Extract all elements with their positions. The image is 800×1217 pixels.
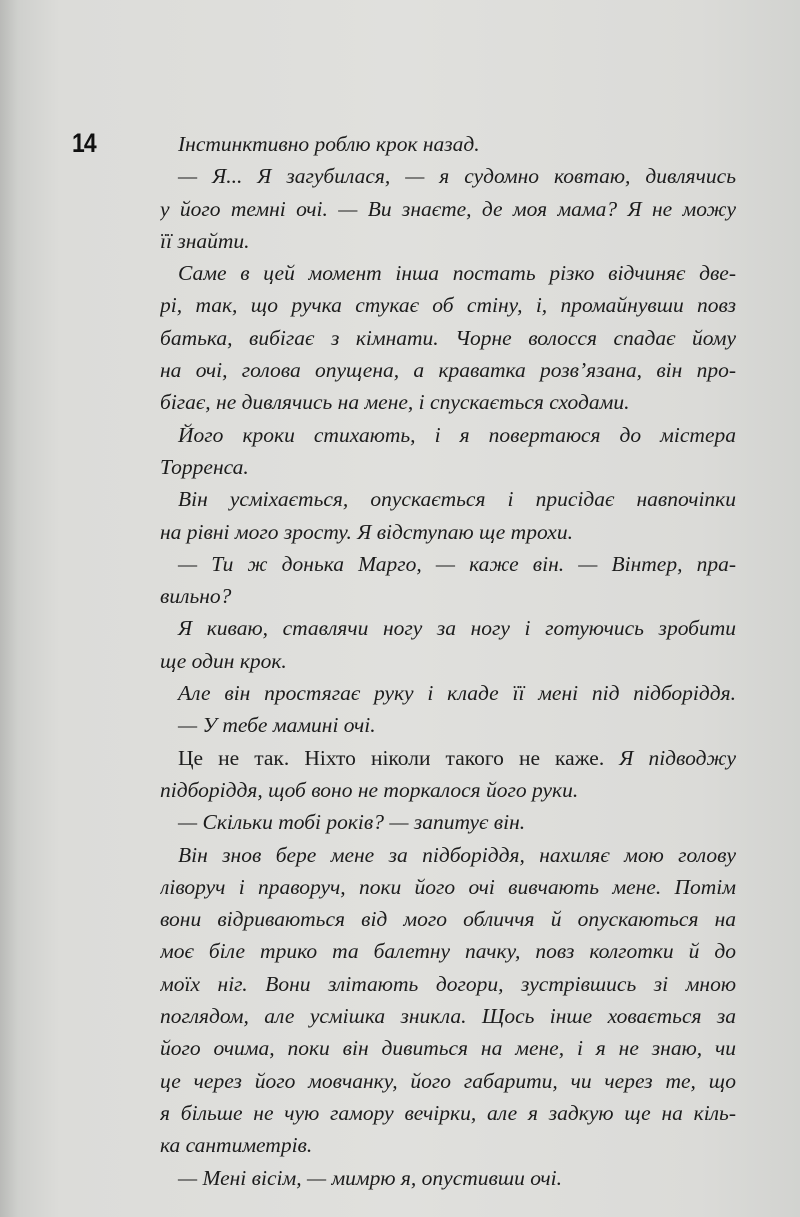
line-text: — Ти ж донька Марго, — каже він. — Вінтер, пра- [178, 551, 736, 576]
line-text: бігає, не дивлячись на мене, і спускається сходами. [160, 390, 630, 415]
text-line [160, 774, 736, 806]
text-line [160, 968, 736, 1000]
text-line [160, 580, 736, 612]
body-text [160, 128, 736, 1194]
line-text: підборіддя, щоб воно не торкалося його руки. [160, 777, 579, 802]
line-text: — Мені вісім, — мимрю я, опустивши очі. [178, 1165, 563, 1190]
text-line [160, 289, 736, 321]
text-line [160, 322, 736, 354]
text-line [160, 257, 736, 289]
text-line [160, 193, 736, 225]
text-line [160, 419, 736, 451]
text-line [160, 160, 736, 192]
text-line [160, 1129, 736, 1161]
line-text: на рівні мого зросту. Я відступаю ще трохи. [160, 519, 573, 544]
text-line [160, 225, 736, 257]
line-text: батька, вибігає з кімнати. Чорне волосся спадає йому [160, 325, 736, 350]
text-line [160, 709, 736, 741]
text-line [160, 1065, 736, 1097]
line-text: Він усміхається, опускається і присідає навпочіпки [178, 487, 736, 512]
line-text: моїх ніг. Вони злітають догори, зустрівшись зі мною [160, 971, 736, 996]
text-line [160, 451, 736, 483]
text-line [160, 128, 736, 160]
line-text: ка сантиметрів. [160, 1133, 313, 1158]
line-text: у його темні очі. — Ви знаєте, де моя мама? Я не можу [160, 196, 736, 221]
text-line [160, 903, 736, 935]
line-text: вильно? [160, 584, 232, 609]
page-number: 14 [72, 128, 96, 158]
line-text: Я підводжу [619, 745, 736, 770]
text-line [160, 1000, 736, 1032]
line-text: на очі, голова опущена, а краватка розв’язана, він про- [160, 358, 736, 383]
text-line [160, 871, 736, 903]
text-line [160, 645, 736, 677]
line-text: Інстинктивно роблю крок назад. [178, 132, 480, 156]
text-line [160, 483, 736, 515]
line-text: — Скільки тобі років? — запитує він. [178, 810, 526, 835]
line-text: моє біле трико та балетну пачку, повз колготки й до [160, 939, 736, 964]
text-line [160, 677, 736, 709]
line-text: — У тебе мамині очі. [178, 713, 376, 738]
line-text: Я киваю, ставлячи ногу за ногу і готуючись зробити [178, 616, 736, 641]
text-line [160, 1162, 736, 1194]
text-line [160, 386, 736, 418]
line-text: Його кроки стихають, і я повертаюся до містера [178, 422, 736, 447]
text-line [160, 516, 736, 548]
line-text: я більше не чую гамору вечірки, але я задкую ще на кіль- [160, 1100, 736, 1125]
line-text: поглядом, але усмішка зникла. Щось інше ховається за [160, 1004, 736, 1029]
text-line [160, 742, 736, 774]
line-text: Він знов бере мене за підборіддя, нахиляє мою голову [178, 842, 736, 867]
line-text: його очима, поки він дивиться на мене, і я не знаю, чи [160, 1036, 736, 1061]
text-line [160, 1032, 736, 1064]
text-line [160, 1097, 736, 1129]
text-line [160, 612, 736, 644]
line-text: ліворуч і праворуч, поки його очі вивчають мене. Потім [160, 874, 736, 899]
text-line [160, 548, 736, 580]
text-line [160, 935, 736, 967]
line-text: вони відриваються від мого обличчя й опускаються на [160, 907, 736, 932]
text-line [160, 806, 736, 838]
line-text: Але він простягає руку і кладе її мені під підборіддя. [178, 681, 736, 706]
line-text: ще один крок. [160, 648, 287, 673]
line-text: — Я... Я загубилася, — я судомно ковтаю, дивлячись [178, 164, 736, 189]
line-text: Саме в цей момент інша постать різко відчиняє две- [178, 261, 736, 286]
line-text: це через його мовчанку, його габарити, чи через те, що [160, 1068, 736, 1093]
text-line [160, 354, 736, 386]
text-line [160, 839, 736, 871]
line-text: рі, так, що ручка стукає об стіну, і, промайнувши повз [160, 293, 736, 318]
upright-text: Це не так. Ніхто ніколи такого не каже. [178, 745, 620, 770]
line-text: Торренса. [160, 454, 249, 479]
line-text: її знайти. [160, 228, 250, 253]
